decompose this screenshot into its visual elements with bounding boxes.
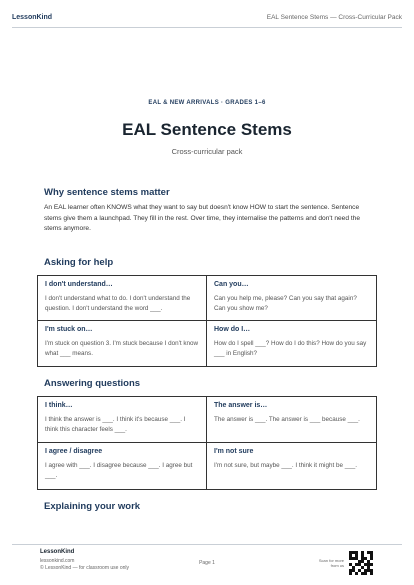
stem-text: I think the answer is ___. I think it's because ___. I think this character feels ___. — [45, 416, 186, 434]
stem-cell — [207, 276, 376, 321]
section-heading-why: Why sentence stems matter — [44, 187, 170, 198]
page-title: EAL Sentence Stems — [122, 120, 292, 139]
stem-cell — [207, 397, 376, 443]
page-subtitle: Cross-curricular pack — [171, 147, 243, 156]
stem-text: I'm not sure, but maybe ___. I think it might be ___. — [214, 462, 357, 469]
section-heading-answering: Answering questions — [44, 378, 141, 389]
stem-cell — [38, 321, 207, 366]
page-header — [12, 14, 402, 21]
stem-title: I'm not sure — [214, 448, 254, 455]
section-heading-explaining: Explaining your work — [44, 501, 141, 512]
stem-text: The answer is ___. The answer is ___ because ___. — [214, 416, 360, 423]
stem-cell — [207, 321, 376, 366]
asking-for-help-grid — [37, 275, 377, 367]
stem-title: I think… — [45, 402, 73, 409]
answering-questions-grid — [37, 396, 377, 490]
kicker: EAL & NEW ARRIVALS · GRADES 1–6 — [148, 100, 266, 106]
stem-cell — [38, 443, 207, 489]
stem-text: I don't understand what to do. I don't understand the question. I don't understand the word ___. — [45, 295, 191, 313]
stem-title: I don't understand… — [45, 281, 113, 288]
stem-text: Can you help me, please? Can you say that again? Can you show me? — [214, 295, 357, 313]
intro-paragraph: An EAL learner often KNOWS what they want to say but doesn't know HOW to start the sentence. Sentence stems give them a launchpad. They fill in the rest. Over time, they internalise the patterns and don't need the stems anymore. — [44, 204, 360, 232]
section-heading-asking: Asking for help — [44, 257, 114, 268]
stem-cell — [38, 397, 207, 443]
stem-cell — [207, 443, 376, 489]
footer-url: lessonkind.com — [40, 558, 75, 564]
stem-text: How do I spell ___? How do I do this? How do you say ___ in English? — [214, 340, 367, 358]
page-number: Page 1 — [199, 560, 215, 566]
footer-brand: LessonKind — [40, 549, 75, 555]
stem-title: I'm stuck on… — [45, 326, 93, 333]
footer-divider — [12, 544, 402, 545]
header-doc-name: EAL Sentence Stems — Cross-Curricular Pack — [266, 14, 402, 21]
stem-cell — [38, 276, 207, 321]
header-brand: LessonKind — [12, 14, 53, 21]
stem-text: I agree with ___. I disagree because ___. I agree but ___. — [45, 462, 193, 480]
stem-title: How do I… — [214, 326, 251, 333]
qr-code-icon — [349, 551, 373, 575]
footer-copyright: © LessonKind — for classroom use only — [40, 565, 130, 571]
stem-title: I agree / disagree — [45, 448, 103, 455]
stem-title: Can you… — [214, 281, 249, 288]
stem-text: I'm stuck on question 3. I'm stuck because I don't know what ___ means. — [45, 340, 199, 358]
header-divider — [12, 27, 402, 28]
stem-title: The answer is… — [214, 402, 268, 409]
scan-label: Scan for more from us — [318, 558, 344, 568]
